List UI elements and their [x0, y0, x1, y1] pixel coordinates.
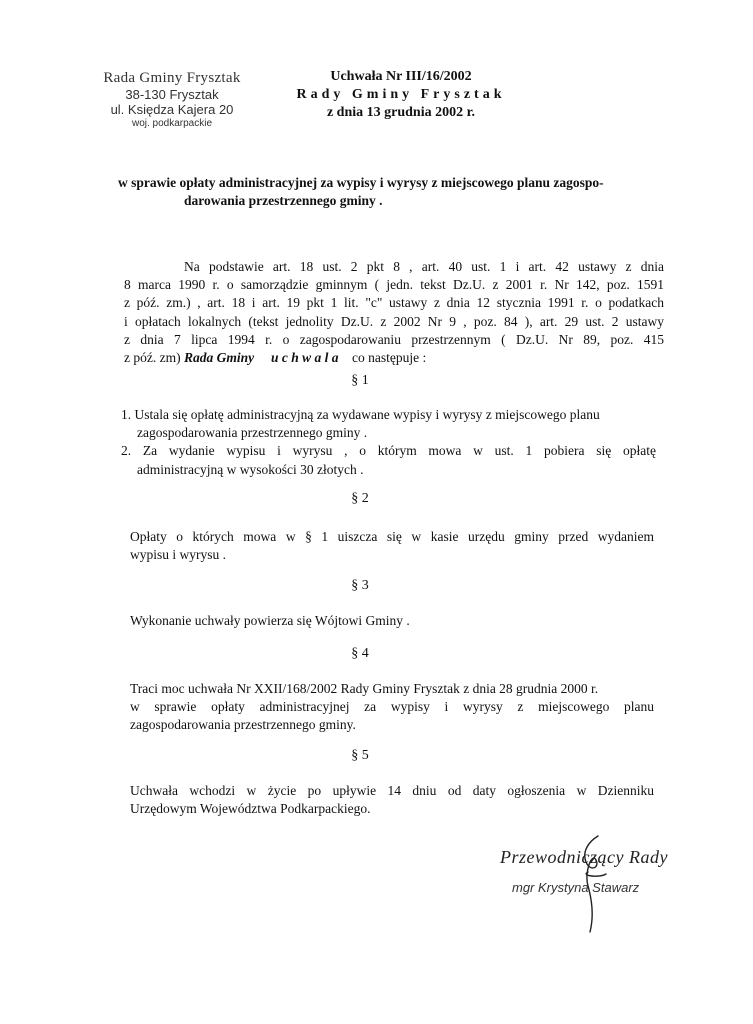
resolution-issuer: Rady Gminy Frysztak — [296, 87, 506, 102]
section-2-line-1: Opłaty o których mowa w § 1 uiszcza się w kasie urzędu gminy przed wydaniem — [130, 529, 654, 544]
item-1-line-1: 1. Ustala się opłatę administracyjną za wydawane wypisy i wyrysy z miejscowego planu — [121, 407, 600, 422]
preamble-line: z póź. zm.) , art. 18 i art. 19 pkt 1 lit. "c" ustawy z dnia 12 stycznia 1991 r. o podatkach — [124, 295, 664, 311]
section-5-line-1: Uchwała wchodzi w życie po upływie 14 dniu od daty ogłoszenia w Dzienniku — [130, 783, 654, 798]
section-2-line-2: wypisu i wyrysu . — [130, 547, 227, 563]
section-4-body — [130, 680, 654, 735]
office-stamp — [72, 70, 272, 130]
preamble-last-line — [124, 349, 664, 367]
item-2-line-2: administracyjną w wysokości 30 złotych . — [137, 461, 364, 477]
resolution-header — [296, 68, 506, 122]
section-4-line-2: w sprawie opłaty administracyjnej za wypisy i wyrysy z miejscowego planu — [130, 699, 654, 715]
stamp-line-voivodeship: woj. podkarpackie — [131, 118, 213, 129]
section-2-heading: § 2 — [351, 491, 369, 506]
section-4-heading: § 4 — [351, 646, 369, 661]
legal-basis-paragraph — [124, 258, 664, 367]
section-4-line-3: zagospodarowania przestrzennego gminy. — [130, 717, 356, 733]
section-5-heading: § 5 — [351, 748, 369, 763]
section-5-line-2: Urzędowym Województwa Podkarpackiego. — [130, 801, 371, 817]
section-4-line-1: Traci moc uchwała Nr XXII/168/2002 Rady Gminy Frysztak z dnia 28 grudnia 2000 r. — [130, 681, 599, 696]
subject-line-2: darowania przestrzennego gminy . — [184, 193, 383, 208]
section-1-body — [121, 406, 656, 479]
signatory-title: Przewodniczący Rady — [500, 847, 668, 867]
section-3-line-1: Wykonanie uchwały powierza się Wójtowi Gminy . — [130, 613, 410, 628]
preamble-line: z dnia 7 lipca 1994 r. o zagospodarowaniu przestrzennym ( Dz.U. Nr 89, poz. 415 — [124, 331, 664, 347]
section-3-heading: § 3 — [351, 578, 369, 593]
resolution-date: z dnia 13 grudnia 2002 r. — [326, 105, 476, 120]
signature-block — [500, 846, 700, 896]
section-1-heading: § 1 — [351, 373, 369, 388]
preamble-line: i opłatach lokalnych (tekst jednolity Dz.U. z 2002 Nr 9 , poz. 84 ), art. 29 ust. 2 ustawy — [124, 313, 664, 329]
preamble-line: Na podstawie art. 18 ust. 2 pkt 8 , art. 40 ust. 1 i art. 42 ustawy z dnia — [184, 259, 664, 274]
stamp-line-council: Rada Gminy Frysztak — [103, 70, 241, 86]
section-3-body — [130, 612, 654, 630]
preamble-line: 8 marca 1990 r. o samorządzie gminnym ( jedn. tekst Dz.U. z 2001 r. Nr 142, poz. 1591 — [124, 277, 664, 293]
item-1-line-2: zagospodarowania przestrzennego gminy . — [137, 425, 368, 441]
preamble-last-suffix: co następuje : — [352, 350, 427, 366]
subject-line-1: w sprawie opłaty administracyjnej za wypisy i wyrysy z miejscowego planu zagospo- — [118, 175, 604, 190]
resolves-word: u c h w a l a — [271, 350, 339, 366]
stamp-line-street: ul. Księdza Kajera 20 — [110, 102, 234, 117]
preamble-last-prefix: z póź. zm) — [124, 350, 181, 366]
stamp-line-postcode: 38-130 Frysztak — [125, 87, 219, 102]
resolution-subject — [118, 174, 678, 210]
section-5-body — [130, 782, 654, 818]
signatory-name: mgr Krystyna Stawarz — [512, 880, 640, 895]
item-2-line-1: 2. Za wydanie wypisu i wyrysu , o którym mowa w ust. 1 pobiera się opłatę — [121, 443, 656, 459]
resolution-number: Uchwała Nr III/16/2002 — [330, 69, 472, 84]
council-name-bold: Rada Gminy — [183, 350, 255, 366]
section-2-body — [130, 528, 654, 564]
